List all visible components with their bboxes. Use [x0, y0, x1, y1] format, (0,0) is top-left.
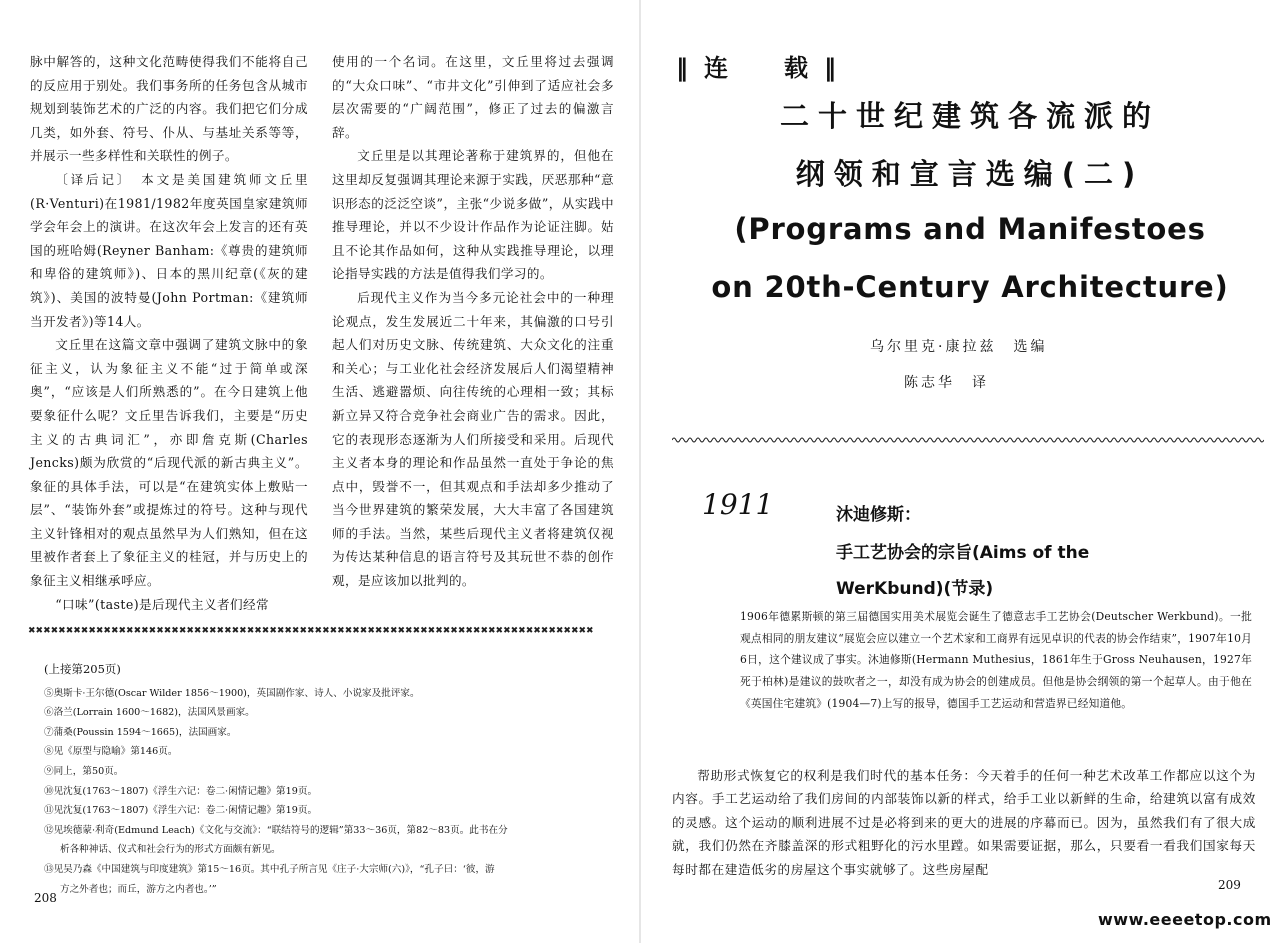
entry-introduction: [740, 606, 1252, 715]
title-english-line-1: (Programs and Manifestoes: [734, 212, 1206, 246]
footnote: ⑩见沈复(1763～1807)《浮生六记：卷二·闲情记趣》第19页。: [44, 785, 318, 797]
footnote: ⑥洛兰(Lorrain 1600～1682)，法国风景画家。: [44, 707, 255, 719]
decorative-divider: ✖✖✖✖✖✖✖✖✖✖✖✖✖✖✖✖✖✖✖✖✖✖✖✖✖✖✖✖✖✖✖✖✖✖✖✖✖✖✖✖✖✖✖✖✖✖✖✖✖✖✖✖✖✖✖✖✖✖✖✖✖✖✖✖✖✖✖✖✖✖✖✖✖✖✖: [28, 626, 594, 636]
editor-credit: 乌尔里克·康拉兹 选编: [870, 339, 1048, 355]
footnote: ⑨同上，第50页。: [44, 765, 124, 777]
translator-note-paragraph: 〔译后记〕 本文是美国建筑师文丘里(R·Venturi)在1981/1982年度英国皇家建筑师学会年会上的演讲。在这次年会上发言的还有英国的班哈姆(Reyner Banham:《尊贵的建筑师和卑俗的建筑师》)、日本的黑川纪章(《灰的建筑》)、美国的波特曼(John Portman:《建筑师当开发者》)等14人。: [30, 171, 308, 329]
paragraph: 文丘里在这篇文章中强调了建筑文脉中的象征主义，认为象征主义不能“过于简单或深奥”，“应该是人们所熟悉的”。在今日建筑上他要象征什么呢？文丘里告诉我们，主要是“历史主义的古典词汇”，亦即詹克斯(Charles Jencks)颇为欣赏的“后现代派的新古典主义”。象征的具体手法，可以是“在建筑实体上敷贴一层”、“装饰外套”或提炼过的符号。这种与现代主义针锋相对的观点虽然早为人们熟知，但在这里被作者套上了象征主义的桂冠，并与历史上的象征主义相继承呼应。: [30, 337, 308, 589]
watermark: www.eeeetop.com: [1098, 910, 1272, 929]
footnote: ⑦蒲桑(Poussin 1594～1665)，法国画家。: [44, 726, 237, 738]
footnote-continuation: 方之外者也；而丘，游方之内者也。’”: [60, 883, 217, 895]
paragraph: 脉中解答的，这种文化范畴使得我们不能将自己的反应用于别处。我们事务所的任务包含从城市规划到装饰艺术的广泛的内容。我们把它们分成几类，如外套、符号、仆从、与基址关系等等，并展示一些多样性和关联性的例子。: [30, 54, 308, 164]
footnote-continuation: 析各种神话、仪式和社会行为的形式方面颇有新见。: [60, 844, 281, 856]
footnote: ⑪见沈复(1763～1807)《浮生六记：卷二·闲情记趣》第19页。: [44, 805, 318, 817]
paragraph: 使用的一个名词。在这里，文丘里将过去强调的“大众口味”、“市井文化”引伸到了适应社会多层次需要的“广阔范围”，修正了过去的偏激言辞。: [332, 54, 614, 140]
entry-title-line-2: 手工艺协会的宗旨(Aims of the: [836, 543, 1090, 563]
body-paragraph: 帮助形式恢复它的权利是我们时代的基本任务：今天着手的任何一种艺术改革工作都应以这个为内容。手工艺运动给了我们房间的内部装饰以新的样式，给手工业以新鲜的生命，给建筑以富有成效的灵感。这个运动的顺利进展不过是必将到来的更大的进展的序幕而已。因为，虽然我们有了很大成就，我们仍然在齐膝盖深的形式粗野化的污水里蹚。如果需要证据，那么，只要看一看我们国家每天每时都在建造低劣的房屋这个事实就够了。这些房屋配: [672, 768, 1256, 877]
wavy-divider: [672, 434, 1264, 446]
footnote: ⑬见吴乃森《中国建筑与印度建筑》第15～16页。其中孔子所言见《庄子·大宗师(六)》，“孔子曰：‘彼，游: [44, 863, 495, 875]
footnote: ⑤奥斯卡·王尔德(Oscar Wilder 1856～1900)，英国剧作家、诗人、小说家及批评家。: [44, 687, 420, 699]
serial-tag: ‖连 载‖: [676, 54, 852, 82]
footnotes-heading: (上接第205页): [44, 662, 121, 676]
paragraph: 后现代主义作为当今多元论社会中的一种理论观点，发生发展近二十年来，其偏激的口号引起人们对历史文脉、传统建筑、大众文化的注重和关心；与工业化社会经济发展后人们渴望精神生活、逃避嚣烦、向往传统的心理相一致；其标新立异又符合竞争社会商业广告的需求。因此，它的表现形态逐渐为人们所接受和采用。后现代主义者本身的理论和作品虽然一直处于争论的焦点中，毁誉不一，但其观点和手法却多少推动了当今世界建筑的繁荣发展，大大丰富了各国建筑师的手法。当然，某些后现代主义者将建筑仅视为传达某种信息的语言符号及其玩世不恭的创作观，是应该加以批判的。: [332, 289, 614, 589]
title-chinese-line-2: 纲领和宣言选编(二): [795, 157, 1145, 191]
paragraph: “口味”(taste)是后现代主义者们经常: [55, 596, 269, 612]
footnote: ⑫见埃德蒙·利奇(Edmund Leach)《文化与交流》：“联结符号的逻辑”第33～36页，第82～83页。此书在分: [44, 824, 508, 836]
footnote: ⑧见《原型与隐喻》第146页。: [44, 746, 178, 758]
paragraph: 文丘里是以其理论著称于建筑界的，但他在这里却反复强调其理论来源于实践，厌恶那种“意识形态的泛泛空谈”，主张“少说多做”，从实践中推导理论，并以不少设计作品作为论证注脚。姑且不论其作品如何，这种从实践推导理论，以理论指导实践的方法是值得我们学习的。: [332, 148, 614, 282]
title-english-line-2: on 20th-Century Architecture): [711, 270, 1229, 304]
translator-credit: 陈志华 译: [904, 375, 989, 391]
entry-title-line-1: 沐迪修斯：: [836, 505, 921, 525]
entry-year: 1911: [702, 488, 774, 521]
page-number: 209: [1218, 878, 1241, 892]
page-number: 208: [34, 891, 57, 905]
title-chinese-line-1: 二十世纪建筑各流派的: [779, 99, 1160, 133]
entry-title-line-3: WerKbund)(节录): [836, 579, 994, 599]
entry-body: [672, 764, 1256, 881]
introduction-text: 1906年德累斯顿的第三届德国实用美术展览会诞生了德意志手工艺协会(Deutscher Werkbund)。一批观点相同的朋友建议“展览会应以建立一个艺术家和工商界有远见卓识的代表的协会作结束”，1907年10月6日，这个建议成了事实。沐迪修斯(Hermann Muthesius，1861年生于Gross Neuhausen，1927年死于柏林)是建议的鼓吹者之一，却没有成为协会的创建成员。但他是协会纲领的第一个起草人。由于他在《英国住宅建筑》(1904—7)上写的报导，德国手工艺运动和营造界已经知道他。: [740, 610, 1252, 710]
